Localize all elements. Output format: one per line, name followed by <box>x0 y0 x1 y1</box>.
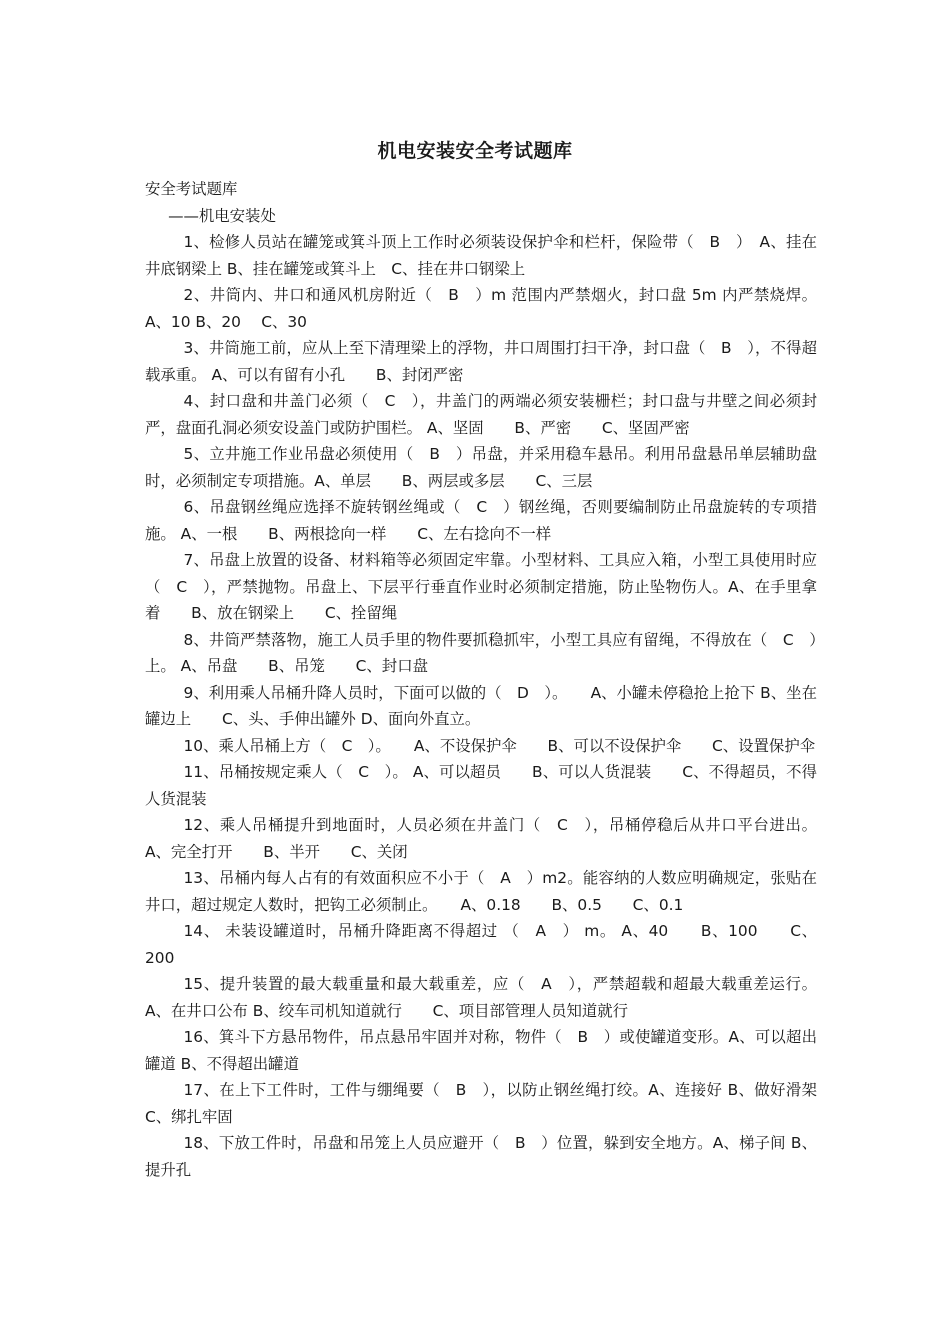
question-17: 17、在上下工件时，工件与绷绳要（ B ），以防止钢丝绳打绞。A、连接好 B、做好滑架 C、绑扎牢固 <box>145 1081 848 1126</box>
question-2: 2、井筒内、井口和通风机房附近（ B ）m 范围内严禁烟火，封口盘 5m 内严禁烧焊。 A、10 B、20 C、30 <box>145 286 817 331</box>
document-body <box>145 176 848 1183</box>
question-12: 12、乘人吊桶提升到地面时，人员必须在井盖门（ C ），吊桶停稳后从井口平台进出。 A、完全打开 B、半开 C、关闭 <box>145 816 817 861</box>
question-9: 9、利用乘人吊桶升降人员时，下面可以做的（ D ）。 A、小罐未停稳抢上抢下 B、坐在罐边上 C、头、手伸出罐外 D、面向外直立。 <box>145 683 817 728</box>
question-6: 6、吊盘钢丝绳应选择不旋转钢丝绳或（ C ）钢丝绳，否则要编制防止吊盘旋转的专项措施。 A、一根 B、两根捻向一样 C、左右捻向不一样 <box>145 498 817 543</box>
question-5: 5、立井施工作业吊盘必须使用（ B ）吊盘，并采用稳车悬吊。利用吊盘悬吊单层辅助盘时，必须制定专项措施。A、单层 B、两层或多层 C、三层 <box>145 445 817 490</box>
question-8: 8、井筒严禁落物，施工人员手里的物件要抓稳抓牢，小型工具应有留绳，不得放在（ C ）上。 A、吊盘 B、吊笼 C、封口盘 <box>145 630 817 675</box>
question-3: 3、井筒施工前，应从上至下清理梁上的浮物，井口周围打扫干净，封口盘（ B ），不得超载承重。 A、可以有留有小孔 B、封闭严密 <box>145 339 817 384</box>
question-16: 16、箕斗下方悬吊物件，吊点悬吊牢固并对称，物件（ B ）或使罐道变形。A、可以超出罐道 B、不得超出罐道 <box>145 1028 817 1073</box>
question-11: 11、吊桶按规定乘人（ C ）。 A、可以超员 B、可以人货混装 C、不得超员，不得人货混装 <box>145 763 817 808</box>
question-10: 10、乘人吊桶上方（ C ）。 A、不设保护伞 B、可以不设保护伞 C、设置保护伞 <box>183 736 816 755</box>
question-1: 1、检修人员站在罐笼或箕斗顶上工作时必须装设保护伞和栏杆，保险带（ B ） A、挂在井底钢梁上 B、挂在罐笼或箕斗上 C、挂在井口钢梁上 <box>145 233 817 278</box>
question-7: 7、吊盘上放置的设备、材料箱等必须固定牢靠。小型材料、工具应入箱，小型工具使用时应（ C ），严禁抛物。吊盘上、下层平行垂直作业时必须制定措施，防止坠物伤人。A、在手里拿着 B、放在钢梁上 C、拴留绳 <box>145 551 817 622</box>
question-13: 13、吊桶内每人占有的有效面积应不小于（ A ）m2。能容纳的人数应明确规定，张贴在井口，超过规定人数时，把钩工必须制止。 A、0.18 B、0.5 C、0.1 <box>145 869 817 914</box>
department-line: ——机电安装处 <box>168 206 276 225</box>
question-15: 15、提升装置的最大载重量和最大载重差，应（ A ），严禁超载和超最大载重差运行。 A、在井口公布 B、绞车司机知道就行 C、项目部管理人员知道就行 <box>145 975 817 1020</box>
document-title: 机电安装安全考试题库 <box>377 140 573 162</box>
question-14: 14、 未装设罐道时，吊桶升降距离不得超过 （ A ） m。 A、40 B、100 C、200 <box>145 922 817 967</box>
question-18: 18、下放工件时，吊盘和吊笼上人员应避开（ B ）位置，躲到安全地方。A、梯子间 B、提升孔 <box>145 1134 817 1179</box>
document-subtitle: 安全考试题库 <box>145 180 238 198</box>
question-4: 4、封口盘和井盖门必须（ C ），井盖门的两端必须安装栅栏；封口盘与井壁之间必须封严，盘面孔洞必须安设盖门或防护围栏。 A、坚固 B、严密 C、坚固严密 <box>145 392 817 437</box>
